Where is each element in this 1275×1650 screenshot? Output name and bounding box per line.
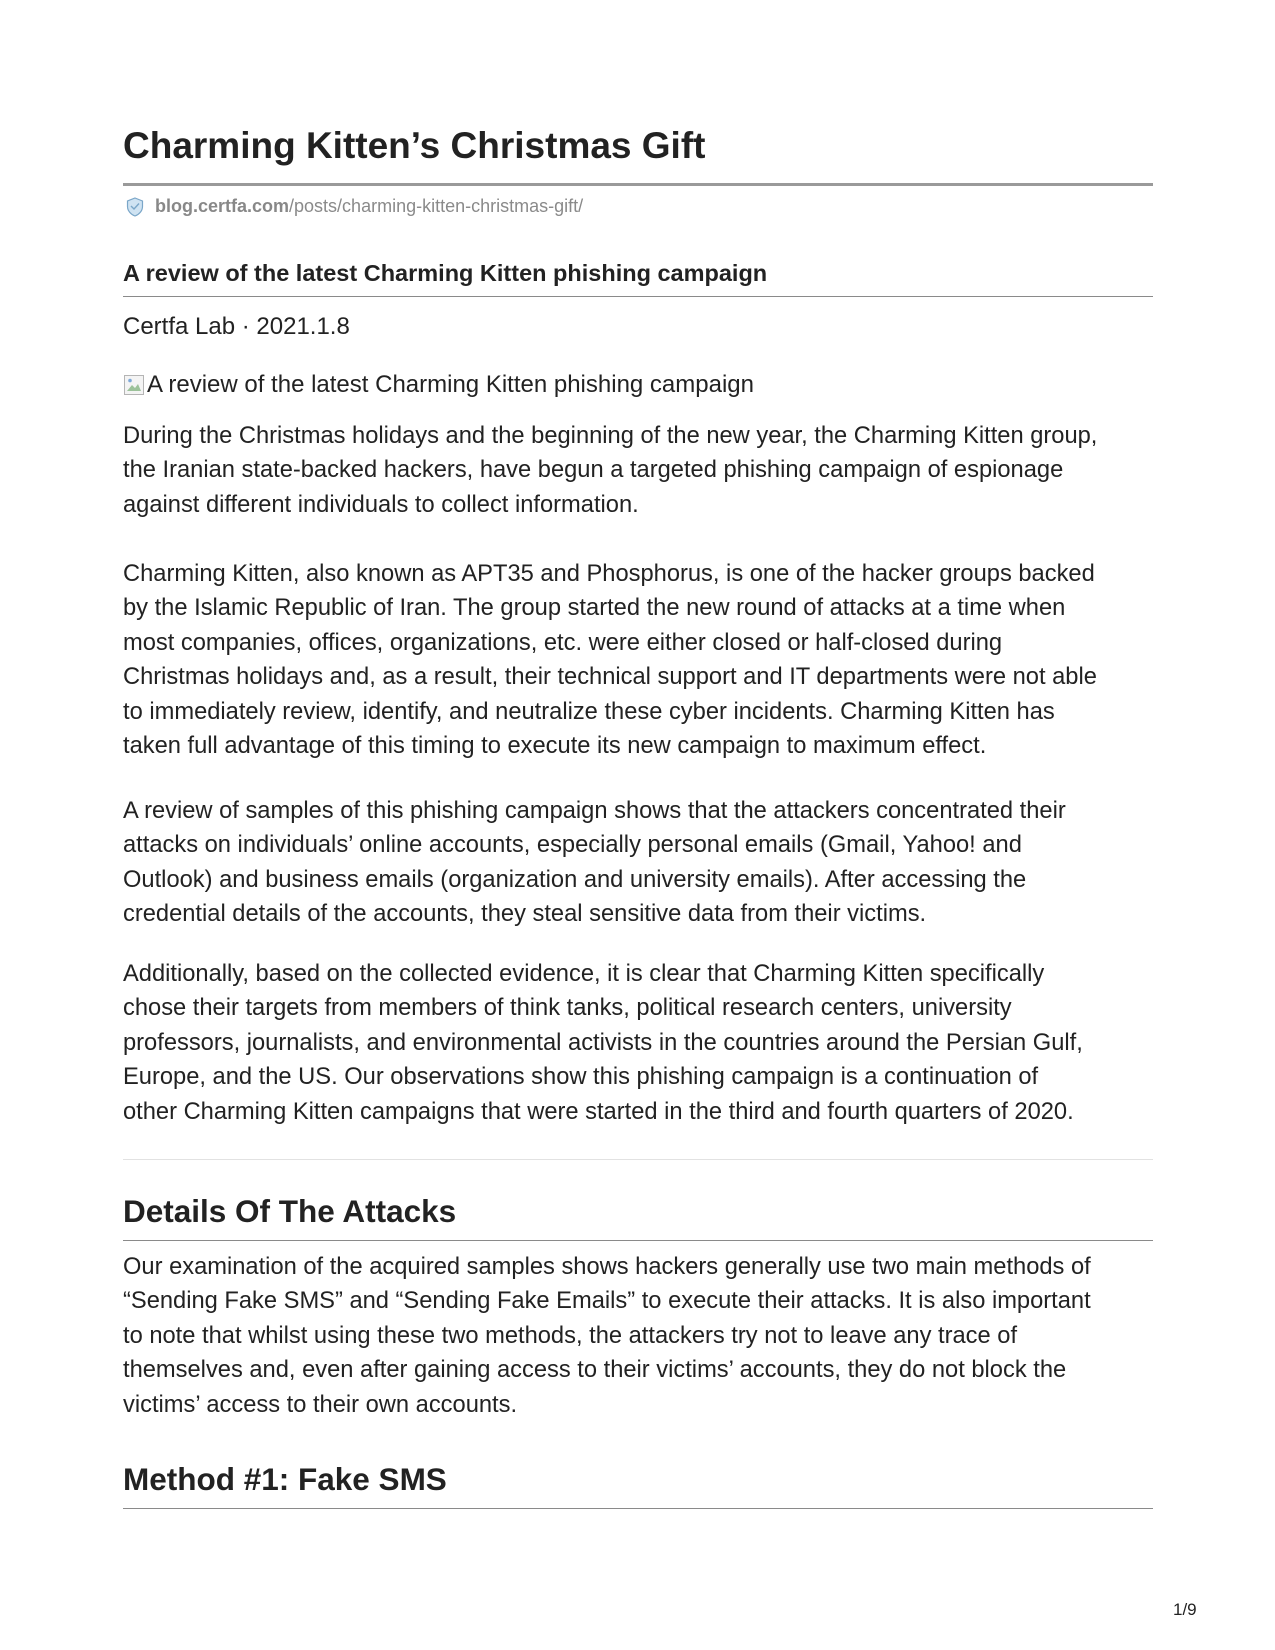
text-line: by the Islamic Republic of Iran. The group started the new round of attacks at a time when [123, 595, 1066, 622]
text-line: credential details of the accounts, they steal sensitive data from their victims. [123, 901, 927, 928]
byline: Certfa Lab · 2021.1.8 [123, 313, 350, 340]
text-line: A review of samples of this phishing campaign shows that the attackers concentrated their [123, 798, 1066, 824]
article-image [123, 371, 754, 399]
paragraph-background [123, 557, 1158, 763]
text-line: themselves and, even after gaining access to their victims’ accounts, they do not block the [123, 1357, 1067, 1384]
text-line: professors, journalists, and environmental activists in the countries around the Persian Gulf, [123, 1029, 1083, 1056]
image-alt-text: A review of the latest Charming Kitten phishing campaign [147, 371, 754, 398]
source-url[interactable] [126, 196, 583, 217]
text-line: victims’ access to their own accounts. [123, 1391, 518, 1418]
text-line: to note that whilst using these two methods, the attackers try not to leave any trace of [123, 1322, 1018, 1349]
heading-details: Details Of The Attacks [123, 1193, 457, 1229]
text-line: Additionally, based on the collected evidence, it is clear that Charming Kitten specifically [123, 961, 1045, 987]
text-line: chose their targets from members of think tanks, political research centers, university [123, 995, 1012, 1022]
title-divider [123, 183, 1153, 186]
page-number: 1/9 [1173, 1600, 1197, 1619]
text-line: Outlook) and business emails (organization and university emails). After accessing the [123, 866, 1027, 893]
subtitle-divider [123, 296, 1153, 297]
text-line: Charming Kitten, also known as APT35 and Phosphorus, is one of the hacker groups backed [123, 561, 1095, 587]
source-domain: blog.certfa.com [155, 196, 290, 216]
source-path: /posts/charming-kitten-christmas-gift/ [289, 196, 584, 216]
heading-method-1-rule [123, 1508, 1153, 1509]
text-line: Our examination of the acquired samples shows hackers generally use two main methods of [123, 1254, 1091, 1280]
text-line: the Iranian state-backed hackers, have begun a targeted phishing campaign of espionage [123, 457, 1064, 484]
text-line: Christmas holidays and, as a result, their technical support and IT departments were not able [123, 664, 1097, 691]
text-line: During the Christmas holidays and the beginning of the new year, the Charming Kitten group, [123, 423, 1098, 449]
text-line: Europe, and the US. Our observations show this phishing campaign is a continuation of [123, 1064, 1039, 1091]
paragraph-targets-people [123, 957, 1158, 1129]
text-line: against different individuals to collect information. [123, 491, 639, 518]
text-line: most companies, offices, organizations, etc. were either closed or half-closed during [123, 629, 1003, 656]
text-line: other Charming Kitten campaigns that were started in the third and fourth quarters of 2020. [123, 1098, 1074, 1125]
page-title: Charming Kitten’s Christmas Gift [123, 125, 706, 166]
text-line: “Sending Fake SMS” and “Sending Fake Emails” to execute their attacks. It is also important [123, 1288, 1091, 1315]
paragraph-details [123, 1250, 1158, 1422]
heading-details-rule [123, 1240, 1153, 1241]
text-line: taken full advantage of this timing to execute its new campaign to maximum effect. [123, 733, 987, 760]
article-subtitle: A review of the latest Charming Kitten phishing campaign [123, 260, 768, 286]
paragraph-intro [123, 419, 1158, 522]
paragraph-targets-accounts [123, 794, 1158, 932]
heading-method-1: Method #1: Fake SMS [123, 1461, 447, 1497]
shield-icon [126, 197, 144, 217]
text-line: to immediately review, identify, and neutralize these cyber incidents. Charming Kitten has [123, 698, 1055, 725]
text-line: attacks on individuals’ online accounts, especially personal emails (Gmail, Yahoo! and [123, 832, 1022, 859]
broken-image-icon [123, 374, 145, 396]
section-divider [123, 1159, 1153, 1160]
